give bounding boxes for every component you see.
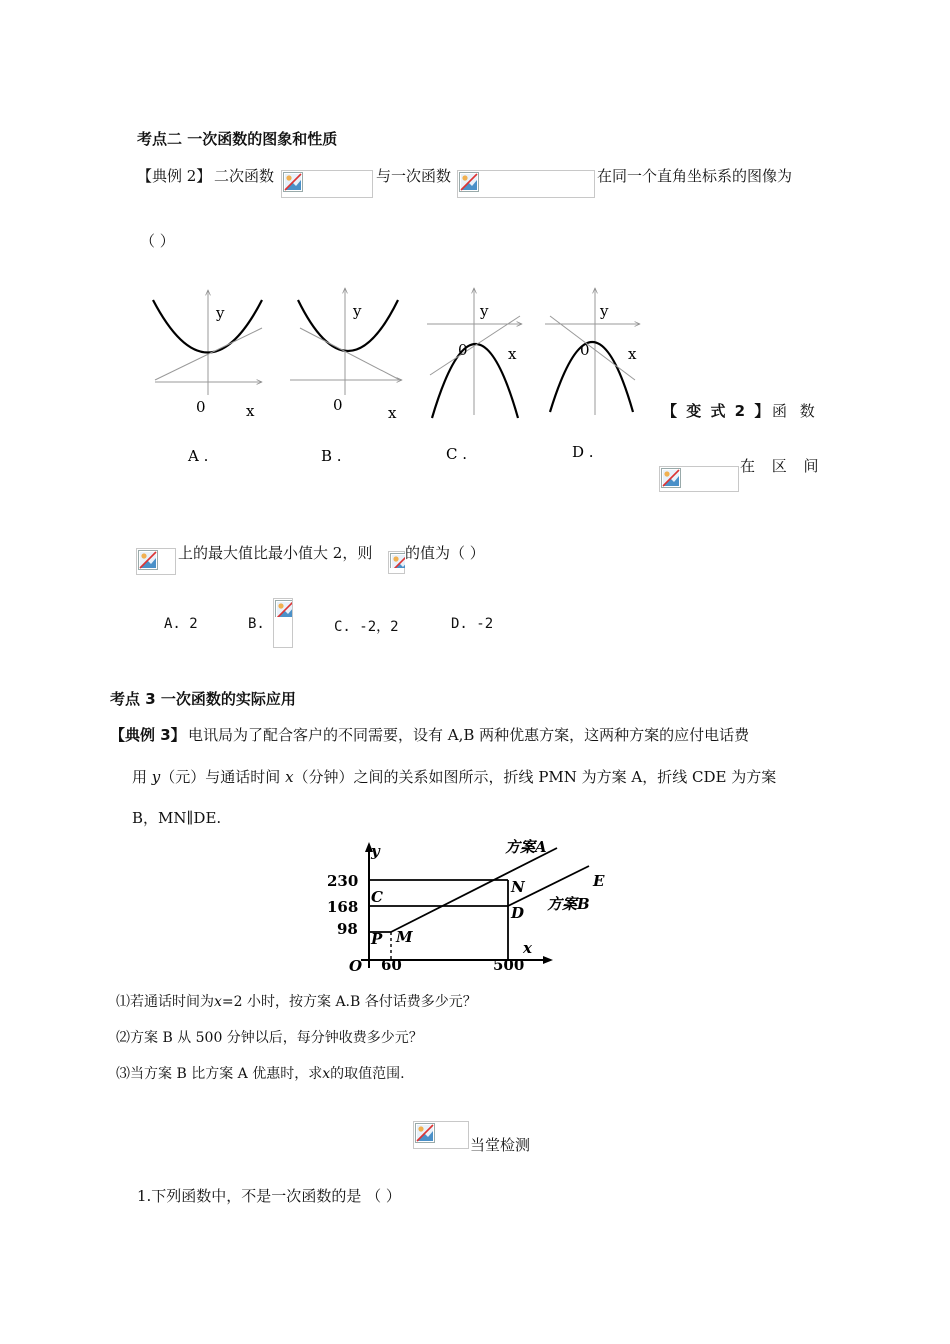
example-2-text-c: 在同一个直角坐标系的图像为 [597,167,793,185]
section-heading-2: 考点二 一次函数的图象和性质 [137,130,338,148]
graph-a [153,290,262,465]
point-c: C [371,888,383,906]
graph-b-y-label: y [353,302,362,320]
choice-d: D. -2 [451,616,494,632]
example-3-label: 【典例 3】 [110,726,186,744]
chart-tick-60: 60 [381,956,402,974]
broken-image-icon [283,172,303,192]
choice-c: C. -2，2 [334,619,399,635]
graph-d [545,288,640,461]
variant-2-text-b: 在 区 间 [740,457,825,475]
formula-image-linear [457,170,595,198]
choice-a: A. 2 [164,616,198,632]
broken-image-icon [459,172,479,192]
chart-y-label: y [371,842,380,860]
graph-a-origin: 0 [196,398,206,416]
broken-image-icon [415,1123,435,1143]
point-d: D [511,904,525,922]
formula-image-quadratic [281,170,373,198]
option-c-label: C . [446,445,468,463]
graph-c-y-label: y [480,302,489,320]
option-a-label: A . [188,447,209,465]
point-p: P [371,930,383,948]
chart-tick-168: 168 [327,898,359,916]
chart-tick-500: 500 [493,956,525,974]
chart-origin: O [349,957,363,975]
graph-a-x-label: x [246,402,255,420]
example-3-line2: 用 y（元）与通话时间 x（分钟）之间的关系如图所示，折线 PMN 为方案 A，折线 CDE 为方案 [132,768,777,786]
chart-tick-230: 230 [327,872,359,890]
variant-2-text-a: 函 数 [772,402,819,420]
broken-image-icon [138,550,158,570]
graph-c-x-label: x [508,345,517,363]
question-3: ⑶当方案 B 比方案 A 优惠时，求x的取值范围. [116,1066,405,1082]
chart-tick-98: 98 [337,920,358,938]
test-question-1: 1.下列函数中，不是一次函数的是 （ ） [137,1187,401,1205]
option-b-label: B . [321,447,342,465]
question-2: ⑵方案 B 从 500 分钟以后，每分钟收费多少元？ [116,1030,423,1046]
graph-b-origin: 0 [333,396,343,414]
example-3-line3: B，MN∥DE. [132,809,222,827]
phone-plan-chart [325,836,625,976]
variant-2-label: 【 变 式 2 】 [662,402,772,420]
variant-2-text-d: 的值为（ ） [405,544,485,562]
choice-b: B. [248,616,265,632]
broken-image-icon [661,468,681,488]
option-d-label: D . [572,443,594,461]
broken-image-icon [275,600,292,617]
graph-b [290,288,402,465]
example-2-label: 【典例 2】 [137,167,212,185]
example-3-line1: 电讯局为了配合客户的不同需要，设有 A,B 两种优惠方案，这两种方案的应付电话费 [188,726,750,744]
example-2-text-a: 二次函数 [214,167,275,185]
formula-image-interval [136,548,176,575]
formula-image-a [388,551,405,574]
section-heading-3: 考点 3 一次函数的实际应用 [110,690,296,708]
point-m: M [396,928,413,946]
variant-2-text-c: 上的最大值比最小值大 2，则 [178,544,373,562]
formula-image-choice-b [273,598,293,648]
broken-image-icon [390,553,405,568]
point-n: N [511,878,525,896]
plan-a-label: 方案A [505,838,547,856]
point-e: E [593,872,605,890]
option-graphs [140,280,660,480]
test-title: 当堂检测 [470,1136,531,1154]
answer-paren: （ ） [140,232,175,250]
formula-image-function [659,466,739,492]
question-1: ⑴若通话时间为x=2 小时，按方案 A.B 各付话费多少元？ [116,994,477,1010]
graph-b-x-label: x [388,404,397,422]
graph-c-origin: 0 [458,341,468,359]
chart-x-label: x [523,939,532,957]
example-2-text-b: 与一次函数 [376,167,452,185]
graph-d-y-label: y [600,302,609,320]
graph-c [427,288,522,463]
plan-b-label: 方案B [547,895,590,913]
graph-d-x-label: x [628,345,637,363]
test-title-image [413,1121,469,1149]
graph-a-y-label: y [216,304,225,322]
graph-d-origin: 0 [580,341,590,359]
